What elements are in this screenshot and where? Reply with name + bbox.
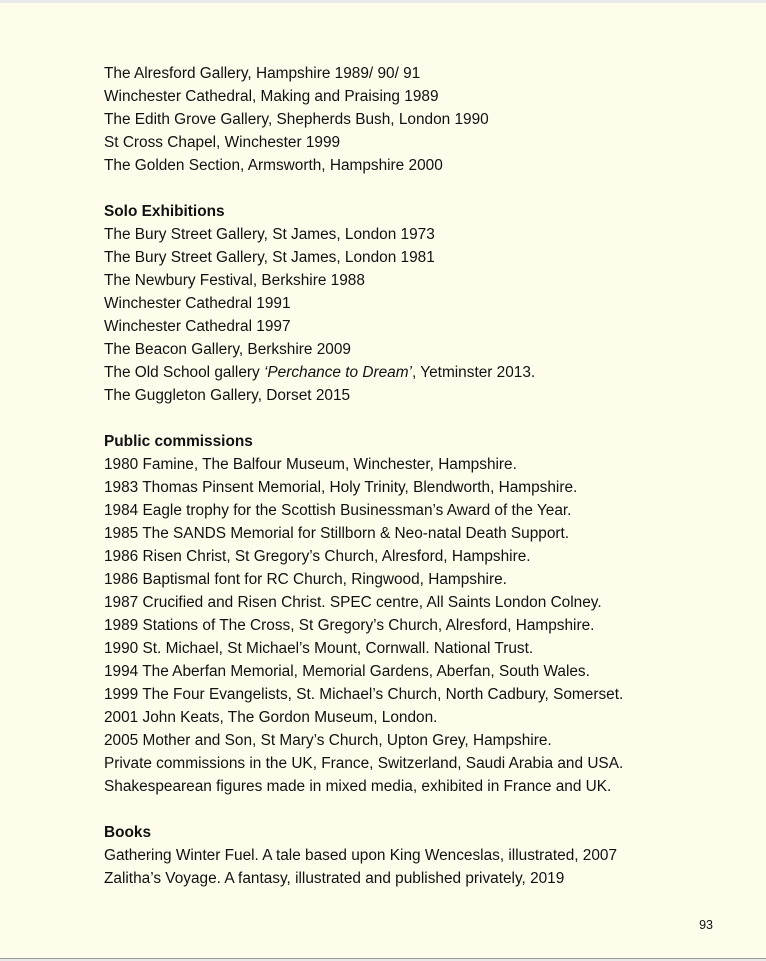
section-spacer xyxy=(104,407,744,430)
solo-exhibitions-section xyxy=(104,200,744,407)
section-spacer xyxy=(104,798,744,821)
list-item: St Cross Chapel, Winchester 1999 xyxy=(104,134,341,151)
list-item: The Beacon Gallery, Berkshire 2009 xyxy=(104,341,351,358)
page-number: 93 xyxy=(699,918,713,932)
list-item: 1986 Risen Christ, St Gregory’s Church, Alresford, Hampshire. xyxy=(104,548,531,565)
list-item-old-school xyxy=(104,361,744,384)
list-item: Winchester Cathedral, Making and Praising 1989 xyxy=(104,88,439,105)
exhibition-title: ‘Perchance to Dream’ xyxy=(263,364,412,381)
books-section xyxy=(104,821,744,890)
exhibitions-text xyxy=(104,62,744,890)
list-item: 1999 The Four Evangelists, St. Michael’s Church, North Cadbury, Somerset. xyxy=(104,686,624,703)
list-item: 1985 The SANDS Memorial for Stillborn & Neo-natal Death Support. xyxy=(104,525,570,542)
list-item: 2005 Mother and Son, St Mary’s Church, Upton Grey, Hampshire. xyxy=(104,732,552,749)
list-item: The Newbury Festival, Berkshire 1988 xyxy=(104,272,365,289)
list-item: 1994 The Aberfan Memorial, Memorial Gardens, Aberfan, South Wales. xyxy=(104,663,590,680)
list-item: Winchester Cathedral 1997 xyxy=(104,318,291,335)
list-item: The Bury Street Gallery, St James, London 1981 xyxy=(104,249,435,266)
list-item: Zalitha’s Voyage. A fantasy, illustrated and published privately, 2019 xyxy=(104,870,565,887)
list-item: 1983 Thomas Pinsent Memorial, Holy Trinity, Blendworth, Hampshire. xyxy=(104,479,578,496)
list-item: 2001 John Keats, The Gordon Museum, London. xyxy=(104,709,438,726)
list-item: The Bury Street Gallery, St James, London 1973 xyxy=(104,226,435,243)
document-page xyxy=(0,3,766,959)
public-commissions-heading: Public commissions xyxy=(104,433,253,450)
section-spacer xyxy=(104,177,744,200)
old-school-suffix: , Yetminster 2013. xyxy=(411,364,536,381)
old-school-prefix: The Old School gallery xyxy=(104,364,264,381)
list-item: Winchester Cathedral 1991 xyxy=(104,295,291,312)
solo-exhibitions-heading: Solo Exhibitions xyxy=(104,203,225,220)
list-item: 1989 Stations of The Cross, St Gregory’s Church, Alresford, Hampshire. xyxy=(104,617,595,634)
list-item: Gathering Winter Fuel. A tale based upon King Wenceslas, illustrated, 2007 xyxy=(104,847,618,864)
list-item: Shakespearean figures made in mixed media, exhibited in France and UK. xyxy=(104,778,612,795)
list-item: The Golden Section, Armsworth, Hampshire 2000 xyxy=(104,157,443,174)
books-heading: Books xyxy=(104,824,152,841)
list-item: 1990 St. Michael, St Michael’s Mount, Cornwall. National Trust. xyxy=(104,640,534,657)
list-item: The Guggleton Gallery, Dorset 2015 xyxy=(104,387,351,404)
public-commissions-section xyxy=(104,430,744,798)
list-item: 1980 Famine, The Balfour Museum, Winchester, Hampshire. xyxy=(104,456,517,473)
list-item: The Alresford Gallery, Hampshire 1989/ 90/ 91 xyxy=(104,65,421,82)
list-item: 1986 Baptismal font for RC Church, Ringwood, Hampshire. xyxy=(104,571,507,588)
list-item: 1984 Eagle trophy for the Scottish Businessman’s Award of the Year. xyxy=(104,502,572,519)
group-exhibitions-list xyxy=(104,62,744,177)
list-item: The Edith Grove Gallery, Shepherds Bush, London 1990 xyxy=(104,111,489,128)
list-item: 1987 Crucified and Risen Christ. SPEC centre, All Saints London Colney. xyxy=(104,594,602,611)
list-item: Private commissions in the UK, France, Switzerland, Saudi Arabia and USA. xyxy=(104,755,624,772)
